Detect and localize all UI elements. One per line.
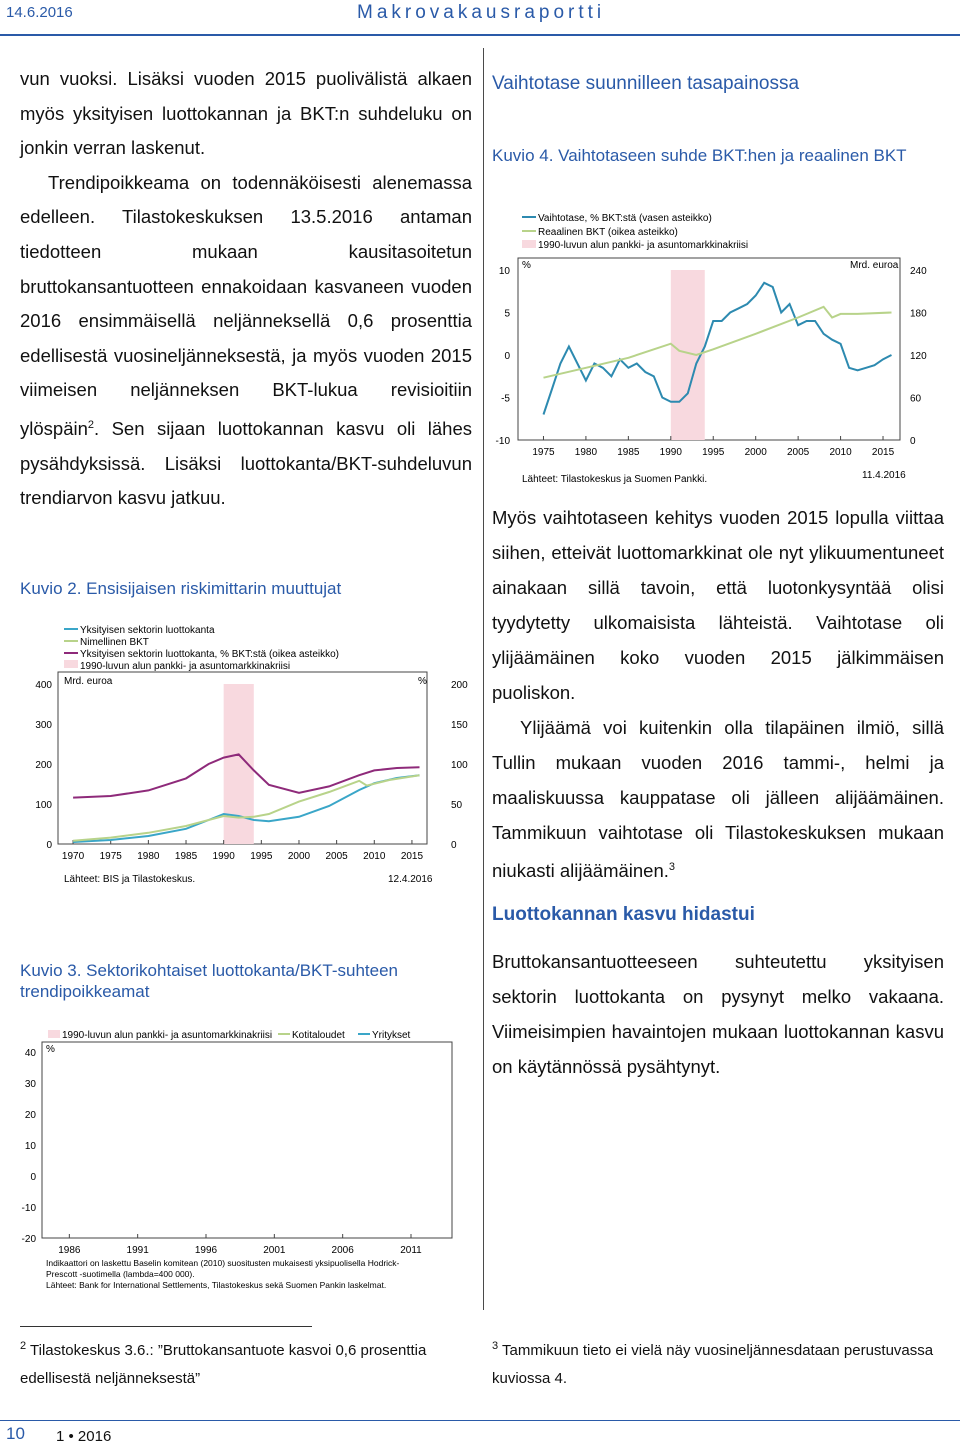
kuvio2-ytick-right: 150	[451, 720, 468, 731]
chart3-plot	[22, 1048, 423, 1256]
chart2-right-unit: %	[418, 676, 427, 687]
chart3-legend-0: 1990-luvun alun pankki- ja asuntomarkkinakriisi	[62, 1030, 273, 1041]
heading-credit-growth: Luottokannan kasvu hidastui	[492, 904, 755, 925]
kuvio4-ytick-left: -5	[501, 393, 510, 405]
kuvio2-ytick-left: 200	[35, 760, 52, 771]
chart4-plot	[496, 266, 928, 458]
heading-current-account: Vaihtotase suunnilleen tasapainossa	[492, 73, 800, 94]
footer-divider	[0, 1420, 960, 1421]
footnote-ref-2: 2	[87, 418, 95, 431]
paragraph-current-account-2: Ylijäämä voi kuitenkin olla tilapäinen ilmiö, sillä Tullin mukaan vuoden 2016 tammi-, helmi ja maaliskuussa kauppatase oli jälleen alijäämäinen. Tammikuun vaihtotase oli Tilastokeskuksen mukaan niukasti alijäämäinen.$^3$	[492, 717, 944, 882]
chart3-note-line2: Prescott -suotimella (lambda=400 000).	[46, 1269, 195, 1279]
chart3-legend-1: Kotitaloudet	[292, 1030, 345, 1041]
left-column-text	[20, 62, 472, 516]
kuvio4-ytick-left: 5	[504, 308, 510, 320]
chart3-source: Lähteet: Bank for International Settlements, Tilastokeskus sekä Suomen Pankin laskelmat.	[46, 1280, 387, 1290]
kuvio4-ytick-left: 10	[498, 266, 510, 277]
kuvio2-xtick: 1975	[99, 851, 122, 862]
paragraph-credit-growth: Bruttokansantuotteeseen suhteutettu yksityisen sektorin luottokanta on pysynyt melko vakaana. Viimeisimpien havaintojen mukaan luottokannan kasvu on käytännössä pysähtynyt.	[492, 951, 944, 1077]
kuvio4-ytick-left: -10	[495, 436, 510, 447]
chart4-legend-1: Reaalinen BKT (oikea asteikko)	[538, 227, 678, 238]
kuvio3-ytick-left: 0	[30, 1172, 36, 1183]
kuvio4-ytick-right: 240	[910, 266, 927, 277]
paragraph-current-account-1: Myös vaihtotaseen kehitys vuoden 2015 lopulla viittaa siihen, etteivät luottomarkkinat ole nyt ylikuumentuneet ainakaan sillä tavoin, että luotonkysyntää olisi tyydytetty ulkomaisista lähteistä. Vaihtotase oli ylijäämäinen koko vuoden 2015 jälkimmäisen puoliskon.	[492, 507, 944, 703]
kuvio2-xtick: 2010	[363, 851, 386, 862]
kuvio3-ytick-left: -20	[21, 1234, 36, 1245]
kuvio3-xtick: 2006	[331, 1245, 354, 1256]
chart2-legend-1: Nimellinen BKT	[80, 637, 149, 648]
kuvio4-ytick-right: 0	[910, 436, 916, 447]
kuvio3-xtick: 1996	[194, 1245, 218, 1256]
chart4-date: 11.4.2016	[862, 470, 906, 481]
kuvio3-ytick-left: 10	[24, 1141, 36, 1152]
kuvio2-ytick-left: 100	[35, 800, 52, 811]
kuvio4-xtick: 1995	[702, 447, 725, 458]
chart2-left-unit: Mrd. euroa	[64, 676, 113, 687]
kuvio2-ytick-right: 200	[451, 680, 468, 691]
kuvio3-xtick: 2011	[400, 1245, 422, 1256]
chart3-unit: %	[46, 1044, 55, 1055]
header-date: 14.6.2016	[6, 4, 73, 21]
chart4-caption: Kuvio 4. Vaihtotaseen suhde BKT:hen ja reaalinen BKT	[492, 146, 907, 165]
kuvio3-xtick: 2001	[263, 1245, 286, 1256]
header-divider	[0, 34, 960, 36]
kuvio2-xtick: 1990	[212, 851, 235, 862]
kuvio2-xtick: 1970	[61, 851, 85, 862]
chart3	[20, 1018, 470, 1300]
kuvio2-ytick-right: 100	[451, 760, 468, 771]
chart2-caption: Kuvio 2. Ensisijaisen riskimittarin muuttujat	[20, 579, 342, 598]
chart3-note-line1: Indikaattori on laskettu Baselin komitean (2010) suositusten mukaisesti yksipuolisella Hodrick-	[46, 1258, 400, 1268]
kuvio4-xtick: 2000	[744, 447, 767, 458]
chart2-legend-0: Yksityisen sektorin luottokanta	[80, 625, 215, 636]
kuvio2-ytick-left: 0	[46, 840, 52, 851]
page-number: 10	[6, 1424, 25, 1443]
chart4-legend-2: 1990-luvun alun pankki- ja asuntomarkkinakriisi	[538, 240, 749, 251]
kuvio3-ytick-left: 40	[24, 1048, 36, 1059]
kuvio4-xtick: 1985	[617, 447, 640, 458]
chart4-right-unit: Mrd. euroa	[850, 260, 899, 271]
kuvio2-ytick-left: 300	[35, 720, 52, 731]
kuvio2-ytick-left: 400	[35, 680, 52, 691]
footnote-3: $^3$ Tammikuun tieto ei vielä näy vuosineljännesdataan perustuvassa kuviossa 4.	[492, 1340, 934, 1387]
right-text-1	[492, 500, 944, 888]
footnote-divider-left	[20, 1326, 312, 1327]
kuvio2-xtick: 1980	[137, 851, 160, 862]
kuvio2-xtick: 1995	[250, 851, 273, 862]
chart4	[488, 200, 948, 490]
footnote-2: $^2$ Tilastokeskus 3.6.: ”Bruttokansantuote kasvoi 0,6 prosenttia edellisestä neljänneksestä”	[20, 1340, 427, 1387]
kuvio3-xtick: 1986	[58, 1245, 81, 1256]
kuvio2-xtick: 2005	[325, 851, 348, 862]
kuvio3-ytick-left: 30	[24, 1079, 36, 1090]
chart3-caption: Kuvio 3. Sektorikohtaiset luottokanta/BKT-suhteen trendipoikkeamat	[20, 961, 399, 1001]
footnote-ref-3: 3	[668, 861, 676, 873]
header-title: Makrovakausraportti	[357, 2, 606, 23]
chart3-legend-2: Yritykset	[372, 1030, 411, 1041]
chart4-legend-0: Vaihtotase, % BKT:stä (vasen asteikko)	[538, 213, 712, 224]
chart3-legend	[48, 1030, 411, 1041]
kuvio2-ytick-right: 0	[451, 840, 457, 851]
kuvio2-xtick: 1985	[174, 851, 198, 862]
kuvio2-ytick-right: 50	[451, 800, 463, 811]
paragraph-1: vun vuoksi. Lisäksi vuoden 2015 puolivälistä alkaen myös yksityisen luottokannan ja BKT:n suhdeluku on jonkin verran laskenut.	[20, 68, 472, 159]
kuvio3-ytick-left: 20	[24, 1110, 36, 1121]
chart4-source: Lähteet: Tilastokeskus ja Suomen Pankki.	[522, 474, 708, 485]
chart2-date: 12.4.2016	[388, 874, 433, 885]
kuvio3-xtick: 1991	[126, 1245, 149, 1256]
kuvio2-xtick: 2000	[287, 851, 311, 862]
issue-number: 1 • 2016	[56, 1428, 112, 1445]
right-text-2	[492, 944, 944, 1084]
kuvio4-xtick: 1975	[532, 447, 555, 458]
paragraph-2: Trendipoikkeama on todennäköisesti alenemassa edelleen. Tilastokeskuksen 13.5.2016 antaman tiedotteen mukaan kausitasoitetun bruttokansantuotteen ennakoidaan kasvaneen vuoden 2016 ensimmäisellä neljänneksellä 0,6 prosenttia edellisestä vuosineljänneksestä, ja myös vuoden 2015 viimeisen neljänneksen BKT-lukua revisioitiin ylöspäin$^2$. Sen sijaan luottokannan kasvu oli lähes pysähdyksissä. Lisäksi luottokanta/BKT-suhdeluvun trendiarvon kasvu jatkuu.	[20, 171, 473, 509]
kuvio4-ytick-left: 0	[504, 351, 510, 362]
chart2-legend-3: 1990-luvun alun pankki- ja asuntomarkkinakriisi	[80, 661, 291, 672]
chart2-legend	[64, 625, 339, 672]
kuvio4-ytick-right: 180	[910, 308, 927, 320]
chart2-source: Lähteet: BIS ja Tilastokeskus.	[64, 874, 196, 885]
kuvio4-xtick: 2010	[829, 447, 852, 458]
kuvio4-xtick: 2015	[871, 447, 895, 458]
kuvio4-ytick-right: 60	[910, 393, 922, 405]
chart4-legend	[522, 213, 748, 251]
kuvio2-xtick: 2015	[400, 851, 424, 862]
kuvio2-crisis-shade	[224, 684, 254, 844]
chart4-left-unit: %	[522, 260, 531, 271]
kuvio4-ytick-right: 120	[910, 351, 927, 362]
chart2-legend-2: Yksityisen sektorin luottokanta, % BKT:stä (oikea asteikko)	[80, 649, 340, 660]
kuvio4-xtick: 1990	[659, 447, 682, 458]
kuvio4-xtick: 1980	[574, 447, 598, 458]
column-divider	[483, 48, 484, 1310]
chart2-plot	[35, 680, 468, 862]
chart2	[20, 612, 468, 890]
kuvio3-ytick-left: -10	[21, 1203, 36, 1214]
kuvio4-xtick: 2005	[787, 447, 810, 458]
